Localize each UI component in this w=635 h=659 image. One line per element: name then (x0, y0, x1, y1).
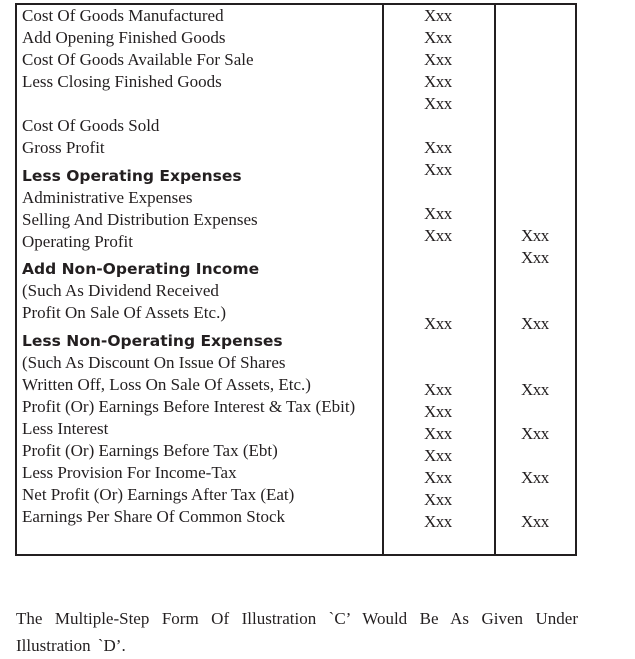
row-label: Cost Of Goods Manufactured (22, 6, 224, 25)
row-label: (Such As Discount On Issue Of Shares (22, 353, 286, 372)
row-label: (Such As Dividend Received (22, 281, 219, 300)
amount-cell: Xxx (424, 402, 452, 421)
amount-cell: Xxx (521, 424, 549, 443)
amount-cell: Xxx (424, 446, 452, 465)
amount-cell: Xxx (424, 50, 452, 69)
row-label: Profit (Or) Earnings Before Tax (Ebt) (22, 441, 278, 460)
amount-cell: Xxx (424, 226, 452, 245)
amount-cell: Xxx (424, 512, 452, 531)
amount-cell: Xxx (424, 6, 452, 25)
row-label: Profit On Sale Of Assets Etc.) (22, 303, 226, 322)
amount-cell: Xxx (424, 72, 452, 91)
row-label: Net Profit (Or) Earnings After Tax (Eat) (22, 485, 295, 504)
amount-cell: Xxx (424, 314, 452, 333)
section-heading: Less Operating Expenses (22, 167, 242, 185)
amount-cell: Xxx (521, 314, 549, 333)
row-label: Gross Profit (22, 138, 105, 157)
row-label: Operating Profit (22, 232, 133, 251)
amount-cell: Xxx (424, 138, 452, 157)
row-label: Add Opening Finished Goods (22, 28, 226, 47)
amount-cell: Xxx (521, 380, 549, 399)
row-label: Less Closing Finished Goods (22, 72, 222, 91)
column-divider-amounts-1 (382, 3, 384, 556)
amount-cell: Xxx (424, 424, 452, 443)
row-label: Profit (Or) Earnings Before Interest & Tax (Ebit) (22, 397, 356, 416)
amount-cell: Xxx (521, 248, 549, 267)
amount-cell: Xxx (521, 512, 549, 531)
amount-cell: Xxx (424, 204, 452, 223)
amount-cell: Xxx (521, 226, 549, 245)
row-label: Cost Of Goods Sold (22, 116, 160, 135)
section-heading: Less Non-Operating Expenses (22, 332, 283, 350)
amount-cell: Xxx (424, 490, 452, 509)
amount-cell: Xxx (424, 160, 452, 179)
amount-cell: Xxx (424, 94, 452, 113)
row-label: Administrative Expenses (22, 188, 193, 207)
row-label: Cost Of Goods Available For Sale (22, 50, 254, 69)
row-label: Selling And Distribution Expenses (22, 210, 258, 229)
row-label: Earnings Per Share Of Common Stock (22, 507, 285, 526)
row-label: Less Interest (22, 419, 109, 438)
row-label: Less Provision For Income-Tax (22, 463, 237, 482)
amount-cell: Xxx (424, 380, 452, 399)
caption-paragraph: The Multiple-Step Form Of Illustration `C’ Would Be As Given Under Illustration `D’. (16, 609, 578, 655)
amount-cell: Xxx (521, 468, 549, 487)
section-heading: Add Non-Operating Income (22, 260, 260, 278)
column-divider-amounts-2 (494, 3, 496, 556)
row-label: Written Off, Loss On Sale Of Assets, Etc.) (22, 375, 311, 394)
amount-cell: Xxx (424, 28, 452, 47)
amount-cell: Xxx (424, 468, 452, 487)
